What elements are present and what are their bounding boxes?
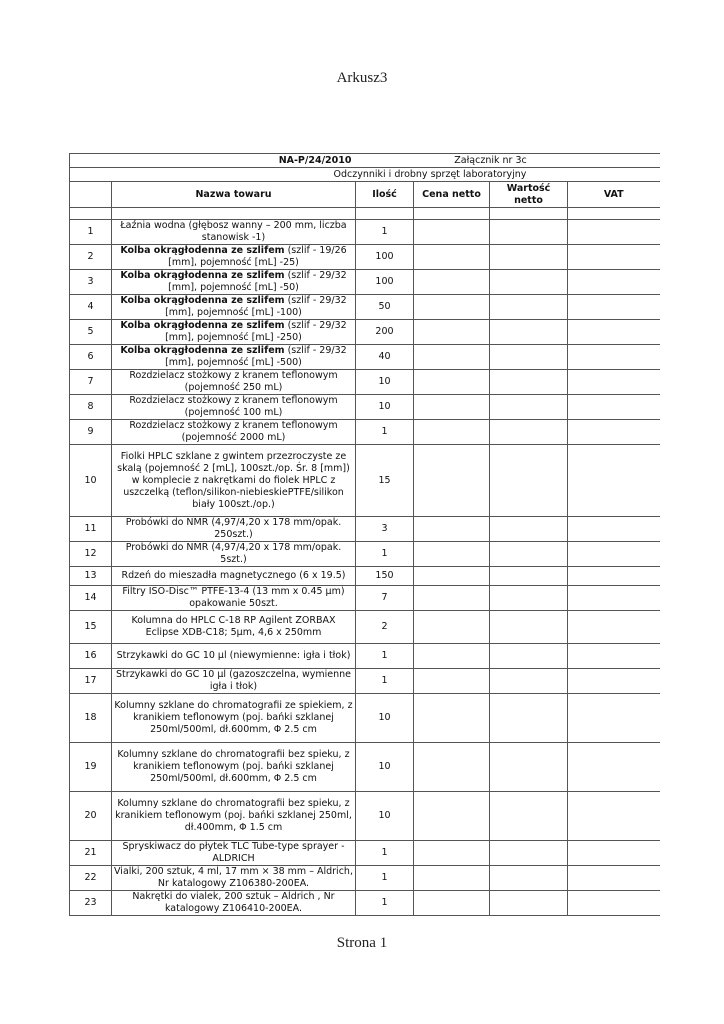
table-row: [70, 445, 660, 517]
net-value-cell[interactable]: [490, 420, 568, 445]
table-row: [70, 270, 660, 295]
row-number: 20: [70, 792, 112, 841]
item-name-text: (szlif - 19/26 [mm], pojemność [mL] -25): [168, 245, 347, 268]
vat-cell[interactable]: [568, 586, 660, 611]
net-price-cell[interactable]: [414, 395, 490, 420]
item-name-text: Rozdzielacz stożkowy z kranem teflonowym (pojemność 2000 mL): [129, 420, 338, 443]
item-qty: 15: [356, 445, 414, 517]
item-qty: 1: [356, 420, 414, 445]
net-value-cell[interactable]: [490, 320, 568, 345]
table-row: [70, 245, 660, 270]
vat-cell[interactable]: [568, 517, 660, 542]
net-price-cell[interactable]: [414, 611, 490, 644]
item-name-text: Rozdzielacz stożkowy z kranem teflonowym (pojemność 100 mL): [129, 395, 338, 418]
item-name: [112, 567, 356, 586]
item-name: [112, 891, 356, 916]
item-name-text: Strzykawki do GC 10 µl (niewymienne: igła i tłok): [116, 650, 351, 661]
row-number: 9: [70, 420, 112, 445]
net-value-cell[interactable]: [490, 611, 568, 644]
row-number: 16: [70, 644, 112, 669]
column-header-name: Nazwa towaru: [112, 182, 356, 208]
net-value-cell[interactable]: [490, 567, 568, 586]
net-value-cell[interactable]: [490, 295, 568, 320]
net-price-cell[interactable]: [414, 743, 490, 792]
table-row: [70, 420, 660, 445]
net-value-cell[interactable]: [490, 694, 568, 743]
order-table: [69, 153, 660, 916]
vat-cell[interactable]: [568, 395, 660, 420]
item-name: [112, 345, 356, 370]
item-name: [112, 542, 356, 567]
net-value-cell[interactable]: [490, 245, 568, 270]
row-number: 6: [70, 345, 112, 370]
column-header-row: [70, 182, 660, 208]
table-row: [70, 295, 660, 320]
row-number: 14: [70, 586, 112, 611]
row-number: 7: [70, 370, 112, 395]
net-price-cell[interactable]: [414, 567, 490, 586]
net-value-cell[interactable]: [490, 542, 568, 567]
sheet-title: Arkusz3: [336, 70, 388, 86]
net-price-cell[interactable]: [414, 220, 490, 245]
net-price-cell[interactable]: [414, 866, 490, 891]
table-row: [70, 586, 660, 611]
net-price-cell[interactable]: [414, 694, 490, 743]
net-value-cell[interactable]: [490, 743, 568, 792]
net-price-cell[interactable]: [414, 841, 490, 866]
spacer-row: [70, 208, 660, 220]
row-number: 1: [70, 220, 112, 245]
item-name: [112, 395, 356, 420]
item-name: [112, 694, 356, 743]
vat-cell[interactable]: [568, 866, 660, 891]
vat-cell[interactable]: [568, 445, 660, 517]
net-price-cell[interactable]: [414, 370, 490, 395]
net-price-cell[interactable]: [414, 891, 490, 916]
net-price-cell[interactable]: [414, 245, 490, 270]
row-number: 21: [70, 841, 112, 866]
item-qty: 1: [356, 669, 414, 694]
row-number: 8: [70, 395, 112, 420]
vat-cell[interactable]: [568, 270, 660, 295]
row-number: 22: [70, 866, 112, 891]
vat-cell[interactable]: [568, 792, 660, 841]
item-name-text: Kolumny szklane do chromatografii bez spieku, z kranikiem teflonowym (poj. bańki szklanej 250ml, dł.400mm, Φ 1.5 cm: [115, 798, 352, 833]
column-header-qty: Ilość: [356, 182, 414, 208]
net-value-cell[interactable]: [490, 792, 568, 841]
net-price-cell[interactable]: [414, 320, 490, 345]
net-price-cell[interactable]: [414, 586, 490, 611]
net-price-cell[interactable]: [414, 542, 490, 567]
net-price-cell[interactable]: [414, 445, 490, 517]
item-name-bold: Kolba okrągłodenna ze szlifem: [120, 295, 285, 306]
net-price-cell[interactable]: [414, 295, 490, 320]
item-name-text: Łaźnia wodna (głębosz wanny – 200 mm, liczba stanowisk -1): [120, 220, 347, 243]
net-value-cell[interactable]: [490, 866, 568, 891]
item-name: [112, 669, 356, 694]
item-name: [112, 517, 356, 542]
item-name: [112, 743, 356, 792]
document-subtitle: Odczynniki i drobny sprzęt laboratoryjny: [112, 168, 660, 182]
column-header-net-price: Cena netto: [414, 182, 490, 208]
item-qty: 2: [356, 611, 414, 644]
item-qty: 200: [356, 320, 414, 345]
table-row: [70, 567, 660, 586]
vat-cell[interactable]: [568, 370, 660, 395]
document-ref: NA-P/24/2010: [112, 154, 356, 168]
vat-cell[interactable]: [568, 891, 660, 916]
table-row: [70, 370, 660, 395]
row-number: 17: [70, 669, 112, 694]
item-name-text: Filtry ISO-Disc™ PTFE-13-4 (13 mm x 0.45 µm) opakowanie 50szt.: [122, 586, 345, 609]
item-qty: 1: [356, 542, 414, 567]
item-name-text: Rozdzielacz stożkowy z kranem teflonowym (pojemność 250 mL): [129, 370, 338, 393]
net-price-cell[interactable]: [414, 792, 490, 841]
row-number: 5: [70, 320, 112, 345]
table-row: [70, 644, 660, 669]
item-name-bold: Kolba okrągłodenna ze szlifem: [120, 245, 285, 256]
net-value-cell[interactable]: [490, 270, 568, 295]
row-number: 4: [70, 295, 112, 320]
vat-cell[interactable]: [568, 542, 660, 567]
row-number: 23: [70, 891, 112, 916]
row-number: 11: [70, 517, 112, 542]
item-name-text: (szlif - 29/32 [mm], pojemność [mL] -100): [165, 295, 347, 318]
item-name-text: Rdzeń do mieszadła magnetycznego (6 x 19.5): [121, 570, 346, 581]
table-row: [70, 542, 660, 567]
table-row: [70, 220, 660, 245]
item-qty: 10: [356, 370, 414, 395]
table-row: [70, 694, 660, 743]
item-name: [112, 445, 356, 517]
table-row: [70, 345, 660, 370]
net-value-cell[interactable]: [490, 891, 568, 916]
vat-cell[interactable]: [568, 245, 660, 270]
vat-cell[interactable]: [568, 841, 660, 866]
item-qty: 1: [356, 841, 414, 866]
item-name: [112, 644, 356, 669]
net-value-cell[interactable]: [490, 669, 568, 694]
vat-cell[interactable]: [568, 743, 660, 792]
item-qty: 1: [356, 891, 414, 916]
item-name: [112, 866, 356, 891]
item-qty: 10: [356, 694, 414, 743]
item-qty: 100: [356, 245, 414, 270]
net-value-cell[interactable]: [490, 517, 568, 542]
item-name: [112, 220, 356, 245]
net-value-cell[interactable]: [490, 370, 568, 395]
table-row: [70, 611, 660, 644]
net-value-cell[interactable]: [490, 395, 568, 420]
row-number: 3: [70, 270, 112, 295]
table-row: [70, 891, 660, 916]
item-name-text: Strzykawki do GC 10 µl (gazoszczelna, wymienne igła i tłok): [116, 669, 351, 692]
column-header-vat: VAT: [568, 182, 660, 208]
header-subtitle-row: [70, 168, 660, 182]
item-name-text: Probówki do NMR (4,97/4,20 x 178 mm/opak. 250szt.): [125, 517, 342, 540]
item-name: [112, 792, 356, 841]
net-value-cell[interactable]: [490, 445, 568, 517]
column-header-net-value: Wartość netto: [490, 182, 568, 208]
item-name-text: (szlif - 29/32 [mm], pojemność [mL] -500): [165, 345, 347, 368]
vat-cell[interactable]: [568, 694, 660, 743]
table-row: [70, 866, 660, 891]
item-name: [112, 320, 356, 345]
item-qty: 7: [356, 586, 414, 611]
net-price-cell[interactable]: [414, 270, 490, 295]
vat-cell[interactable]: [568, 669, 660, 694]
item-name-bold: Kolba okrągłodenna ze szlifem: [120, 320, 285, 331]
item-name-text: Spryskiwacz do płytek TLC Tube-type sprayer -ALDRICH: [122, 841, 345, 864]
vat-cell[interactable]: [568, 611, 660, 644]
table-row: [70, 841, 660, 866]
net-value-cell[interactable]: [490, 644, 568, 669]
table-row: [70, 743, 660, 792]
net-price-cell[interactable]: [414, 345, 490, 370]
row-number: 19: [70, 743, 112, 792]
net-price-cell[interactable]: [414, 669, 490, 694]
vat-cell[interactable]: [568, 420, 660, 445]
table-row: [70, 669, 660, 694]
table-row: [70, 792, 660, 841]
item-qty: 50: [356, 295, 414, 320]
item-name-text: (szlif - 29/32 [mm], pojemność [mL] -250): [165, 320, 347, 343]
item-name-bold: Kolba okrągłodenna ze szlifem: [120, 345, 285, 356]
item-name: [112, 611, 356, 644]
row-number: 18: [70, 694, 112, 743]
row-number: 10: [70, 445, 112, 517]
net-price-cell[interactable]: [414, 517, 490, 542]
item-name-text: (szlif - 29/32 [mm], pojemność [mL] -50): [168, 270, 347, 293]
item-qty: 1: [356, 644, 414, 669]
vat-cell[interactable]: [568, 295, 660, 320]
item-name-text: Nakrętki do vialek, 200 sztuk – Aldrich , Nr katalogowy Z106410-200EA.: [132, 891, 335, 914]
item-qty: 3: [356, 517, 414, 542]
item-name: [112, 270, 356, 295]
item-name-text: Probówki do NMR (4,97/4,20 x 178 mm/opak. 5szt.): [125, 542, 342, 565]
item-qty: 150: [356, 567, 414, 586]
net-value-cell[interactable]: [490, 841, 568, 866]
item-name-text: Kolumna do HPLC C-18 RP Agilent ZORBAX Eclipse XDB-C18; 5µm, 4,6 x 250mm: [131, 615, 336, 638]
item-name: [112, 841, 356, 866]
net-value-cell[interactable]: [490, 345, 568, 370]
item-name: [112, 420, 356, 445]
item-qty: 100: [356, 270, 414, 295]
item-qty: 1: [356, 866, 414, 891]
row-number: 15: [70, 611, 112, 644]
item-name-bold: Kolba okrągłodenna ze szlifem: [120, 270, 285, 281]
row-number: 2: [70, 245, 112, 270]
net-price-cell[interactable]: [414, 420, 490, 445]
net-value-cell[interactable]: [490, 220, 568, 245]
item-name: [112, 245, 356, 270]
vat-cell[interactable]: [568, 345, 660, 370]
table-row: [70, 395, 660, 420]
item-name: [112, 295, 356, 320]
table-row: [70, 517, 660, 542]
item-qty: 10: [356, 792, 414, 841]
attachment-label: Załącznik nr 3c: [414, 154, 568, 168]
item-name-text: Vialki, 200 sztuk, 4 ml, 17 mm × 38 mm – Aldrich, Nr katalogowy Z106380-200EA.: [114, 866, 353, 889]
vat-cell[interactable]: [568, 220, 660, 245]
row-number: 12: [70, 542, 112, 567]
vat-cell[interactable]: [568, 320, 660, 345]
row-number: 13: [70, 567, 112, 586]
item-name: [112, 370, 356, 395]
item-qty: 1: [356, 220, 414, 245]
item-qty: 10: [356, 743, 414, 792]
net-price-cell[interactable]: [414, 644, 490, 669]
item-qty: 40: [356, 345, 414, 370]
item-name-text: Kolumny szklane do chromatografii bez spieku, z kranikiem teflonowym (poj. bańki szklanej 250ml/500ml, dł.600mm, Φ 2.5 cm: [117, 749, 350, 784]
vat-cell[interactable]: [568, 644, 660, 669]
item-name: [112, 586, 356, 611]
page-footer: Strona 1: [336, 935, 388, 951]
net-value-cell[interactable]: [490, 586, 568, 611]
item-name-text: Kolumny szklane do chromatografii ze spiekiem, z kranikiem teflonowym (poj. bańki szklanej 250ml/500ml, dł.600mm, Φ 2.5 cm: [114, 700, 353, 735]
table-row: [70, 320, 660, 345]
header-ref-row: [70, 154, 660, 168]
item-qty: 10: [356, 395, 414, 420]
vat-cell[interactable]: [568, 567, 660, 586]
item-name-text: Fiolki HPLC szklane z gwintem przezroczyste ze skalą (pojemność 2 [mL], 100szt./op. Śr. 8 [mm]) w komplecie z nakrętkami do fiolek HPLC z uszczelką (teflon/silikon-niebieskiePTFE/silikon biały 100szt./op.): [117, 450, 350, 510]
